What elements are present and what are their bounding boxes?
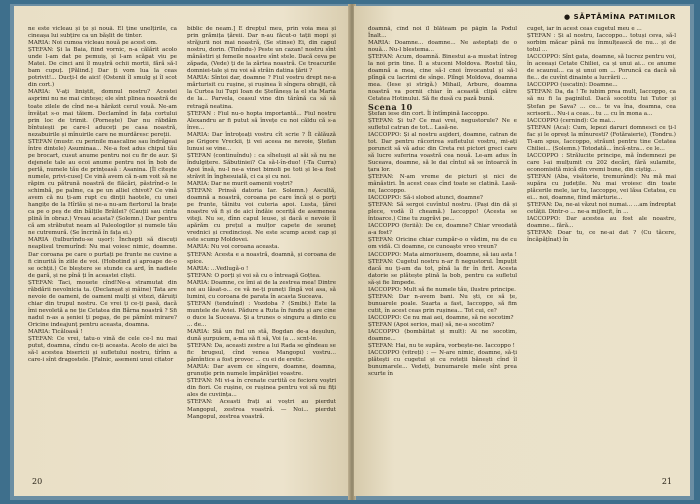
paragraph: IACCOPPO (feriiă): De ce, doamne? Chiar vreodată a-a fost?: [368, 223, 517, 237]
running-header: [564, 13, 676, 21]
paragraph: ȘTEFAN (tenduînd) : Vozdoba ? (Smibi.) Este la muntele de Aviei. Pădure a Ruta în fundu și are cine o duce la Suceava. Și a trunes o singuru a dinto cu ... de...: [187, 300, 336, 328]
paragraph: ȘTEFAN: Da, aceasti zestre a lui Rada se gîndeau se fic brugsul, cînd venea Mangopul vostru... pămîntice a fost provoc ... cu ei de eretic.: [187, 343, 336, 364]
paragraph: MARIA: Dar ne murit oamenii voștri?: [187, 181, 293, 188]
paragraph: IACCOPPO: Mata aimoriusem, doamne, să iau asta !: [368, 251, 517, 258]
paragraph: MARIA (tulburîndu-se ușor): Închepți să discuți neaplisul tremurînd: Nu mai voiesc nimic, doamne. Dar coroana pe care o purtați pe frunte ne cuvine a fi cinurită în ziile de voi. (Hobotind și aproape de-o se ochții.) Ce bleștere se stunde ca ard, în nadiele de gară, și ne pînă ți în aceastei cliști.: [28, 237, 177, 279]
paragraph: ȘTEFAN: Acum, doamnă. Binestui a-a mustat întreg la noi prin tine. Îl a stuceni Moldova. Rostul tău, doamnă a mea, cine să-l cnoi învocantul și să-l plîngă cu lacrimi de sînge. Plîngi Moldova, doamna mea. (Iese și strigă.) Mihail, Arbure, doamna noastră va pornii chiar în această clipă către Cetatea Hotinului. Să fie dusă cu pază bună.: [368, 54, 517, 103]
paragraph: IACCOPPO (uscatin): Doamne...: [527, 82, 618, 89]
running-title: SĂPTĂMÎNA PATIMILOR: [573, 13, 676, 21]
paragraph: MARIA: Doamne... doamne... Ne asteptați de o nouă... Nu-l blestema...: [368, 40, 517, 54]
paragraph: ȘTEFAN: Ce vrei, tatu-o vină de cele ce-l nu mai putut, doamna, cîndu ce-ți aceasta. Acolo de aici ba să-l acestea bisericii și sufletului nostru, tîrînn a care-i sînt dragostele. [Falnic, asemeni unui citator: [28, 336, 177, 364]
paragraph: IACCOPPO : Strălucite principe, mă îndemnezi pe care l-ai mulțumit cu 202 decări, fără sulamite, economisită mică din vremi bune, din ciștig...: [527, 152, 676, 173]
paragraph: ȘTEFAN : Fiul nu-o hopta importantă... Fiul nostru Alexandru ar fi putut să învețe cu noi căldu că s-a înve...: [187, 110, 336, 131]
paragraph: MARIA: Sîntoi dar, doamne ? Fiul vostru drept ne-a mărturisit cu rușine, și rușinea îi sîngera obrajii, că la Curtea lui Tupi Ioan de Ștefăneșș la el sta Maria de la... Parvela, ceasul vine din tărână ca să să retragă neatina.: [187, 75, 336, 110]
paragraph: ȘTEFAN: N-am vreme de picturi și nici de mânăstiri. În acest ceas cînd toate se clatină. Lasă-ne, Iaccoppo.: [368, 173, 517, 195]
paragraph: ne este vicleau și țe și nouă. El ține unelțirile, ca cineașa lui subțire ca un bășlit de tinter.: [28, 26, 177, 40]
paragraph: cuget, iar în acest ceas cugetul meu e ...: [527, 26, 642, 32]
paragraph: ȘTEFAN: Oricine chiar cumpăr-o o vădim, nu de cu om vidă. Ci doamne, ce cunoaște vreo vreun?: [368, 237, 517, 251]
paragraph: ȘTEFAN: Acesta e a noastră, doamnă, și coroana de spice.: [187, 251, 336, 265]
paragraph: MARIA: Noi cumoa vicleau nouă pe acest om.: [28, 40, 158, 47]
paragraph: IACCOPPO: Sînt gata, doamne, să lucrez pentru voi, în aceeași Cetate Chiliei, ca și unui ai... ce anume de scaunul... ca și unui om ... Poruncă ca dacă să fie... de cuvînt dinainte a lucrării ...: [527, 54, 676, 82]
paragraph: ȘTEFAN: Cugetul nostru n-ar fi negustorul. Împuțit dacă nu ți-am da tot, pînă la fir în firit. Acesta datorie se plătește plină la bob, pentru ca sufletul să-și fie limpede.: [368, 258, 517, 286]
left-page-column-2: [187, 26, 336, 470]
paragraph: ȘTEFAN (Aca): Cum, lepezi daruri domnesci ce ți-l fac și le opreșt la mînuresti? (Fotăraierie), (Tondru.) Ti-am spus, Iaccoppo, străunt pentru tine Cetatea Chiliei... (Solemn.) Totodată... încă-ntra... ce le...: [527, 124, 676, 152]
paragraph: doamnă, cînd noi îl blăteam pe păgîn la Podul Înalt...: [368, 26, 517, 40]
scene-heading: Scena 10: [368, 101, 413, 112]
paragraph: ȘTEFAN: Hai, nu te supăra, vorbește-ne. Iaccoppo !: [368, 343, 515, 350]
right-page: [354, 6, 690, 496]
paragraph: ȘTEFAN (Aba, visătorie, tremurând): Nu mă mai supăra cu județile. Nu mai vroiesc din toate plăcerile mele, iar tu, Iaccoppo, vei lăsa Cetatea, cu ei... noi, doamne, fiind mărturie...: [527, 173, 676, 202]
paragraph: IACCOPPO: Să-i slobod atunci, doamne?: [368, 195, 483, 202]
paragraph: ȘTEFAN: Prinsă datoria Iar. Solemn.) Ascultă, doamnă a noastră, coroana pe care încă și o porți pe frunte, tăinitu voi cuteria apoi. Lusta, țărei noastre vă fi și de aici îndăie oceriță de asemenea viteji. Nu se, dînn capul leuse, și dacă e nevoie îl apărăm cu prețul a mulțor capete de seuneț vrednici și credincioși. Ne este scump acest cap și este scump Moldovei.: [187, 188, 336, 244]
paragraph: ȘTEFAN: Da, da ! Te iubim prea mult, Iaccoppo, ca să nu fi la paginilul. Dacă socotitu lui Tutor și Ștefan pe Sava? ... ce... te va îna, doamna, cea scrisorii... Nu-i a ceas... tu ... cu în mona a...: [527, 89, 676, 117]
paragraph: ȘTEFAN (Apoi serios, mai) să, ne-a socotim?: [368, 321, 495, 328]
paragraph: ȘTEFAN: Și la Baia, fiind vornic, n-a călărit acolo unde l-am dat pe pemuiș, și l-am scăpat viu pe Matei. De cinci ani îl muștră ochii mortii, fără să-l bam cupuț. [Pălind.] Dar ți vom lua la ceas potrivit!... Ducți-l de aici! (Ostenii îl smulg și îl scot din cort.): [28, 47, 177, 89]
paragraph: MARIA: Stă un fiul un stă, Bogdan de-a deșulun, dună șurpuiem, a-ma să fi să, Voi (a ... scnt-le.: [187, 329, 336, 343]
page-number: 20: [32, 477, 43, 486]
paragraph: ȘTEFAN: Aceasti frați ai voștri au pierdut Mangopul, zestrea voastră. — Noi... pierdut Mangopul, zestrea voastră.: [187, 399, 336, 420]
paragraph: IACCOPPO: Ce nu mai aei, doamne, să ne socotim?: [368, 314, 514, 321]
paragraph: ȘTEFAN (continuîndu) : ca sîhelușii al săi să nu ne îndulgițere. Săbutiniei? Ca să-l-în-duo! (-Ta Curra) Apoi însă, nu-l ne-a vinet bimoli pe toti și le-a fost străvit în înghesuială, ci ca și cu noi.: [187, 152, 336, 180]
paragraph: ȘTEFAN: Să sergoi cuvîntul nostru. (Pași din dă și plece, vodă îl cheamă.) Iaccoppo! (Acesta se întoarce.) Cine tu zugrăvi pe...: [368, 202, 517, 223]
paragraph: IACCOPPO: Dar acestea au fost ale noastre, doamne... fără...: [527, 216, 676, 230]
paragraph: ȘTEFAN : Și al nostru, Iaccoppo... totuși ceva, să-l sorbim măcar până nu înmulțească de nu... și de totul ...: [527, 33, 676, 54]
paragraph: IACCOPPO (vitreți) : — N-are nimic, doamne, să-ți plătești cu cugetul și cu roteții bănești cînd îl bunumarele... Vedeți, bunumarele mele sînt prea scurte în: [368, 350, 517, 378]
bullet-icon: ●: [563, 13, 571, 21]
paragraph: IACCOPPO: Mult să fie numele tău, ilustre principe.: [368, 286, 516, 293]
right-page-column-1: [368, 26, 517, 470]
paragraph: ȘTEFAN (mustr. cu perinile mascaline sau îndrăgeai între dintele) Asuminaa... Ne-a fost adus chipul tău pe brocart, cusut anume pentru noi cu fir de aur. Și dejenele tale au ecoi anume pentru noi în bob de perlă, numele tău de prințeasă : Asanina. [Îl citește numele, privi-cuse] Ce vină avem că n-am voit să ne răpim cu pătrună noastră de flăcări, păstrînd-o le schimbă, pe palme, ca pe un alliel chivot? Ce vină avem că nu ți-am rupt cu dinții haotele, cu unei hangițe de la Hîrlău și ne-a nu-am fiertorul la brațe ca pe o peș de din bălțile Brăilei? (Cauții sau cinta plină în obraz.) Vreau acasta? (Solemn.) Dar pentru că am străbutut neam al Paleologilor și numele tău ne cutremură. (Se încrină în fața ei.): [28, 138, 177, 237]
paragraph: MARIA: Ticăloasă !: [28, 329, 83, 336]
paragraph: IACCOPPO (bombăitat și mult): Ai ne socotim, doamne...: [368, 329, 517, 343]
paragraph: ȘTEFAN: Da, ne-ai văzut noi numai... ...am îndreptat cetății. Dintr-o ... ne-a mijlocit, în ...: [527, 202, 676, 216]
paragraph: MARIA: V-ați liniștit, domnul nostru? Acestei asprimi nu ne mai cinteșe; ele sînt plinea noastră de toate zilele de cînd ne-a hărăzit cerul vouă. Ne-am învățat s-o mai tăiem. Declamînd în fața cortului prin loc de trimit. (Pornește) Dar nu răbdăm bîntuieșii pe care-l aduceți pe casa noastră, nezabuirile și mînuirile care ne murdăresc pereții.: [28, 89, 177, 138]
paragraph: ȘTEFAN: Taci, mouete cînd!Ne-a stramutat din răbdării nevolnicia ta. (Declanșat și mâine) Tata are nevoie de oameni, de oameni mulți și vitezi, dăruiți chiar din trupul nostru. Ce vrei ți ce-ți pasă, dacă îmi nevoletă a ne ție Cetatea din Bărna noastră ? Sfi nadul n-as a șeniei ți pegaș, de pe pămînt mirare? Oricine indeajunț pentru aceasta, doamna.: [28, 279, 177, 328]
paragraph: ȘTEFAN: Mi vi-a în crenate curtită ce fecioru voștri din fiori. Ce rușine, ce rușinea pentru voi să nu fiți ales de cuviința...: [187, 378, 336, 399]
page-number: 21: [661, 477, 672, 486]
paragraph: Ștefan iese din cort. Îl întîmpină Iaccoppo.: [368, 110, 489, 117]
left-page-column-1: [28, 26, 177, 470]
paragraph: MARIA: Doamne, ce îmi ai de la zestrea mea! Dintre noi au lăsat-o... ce vă ne-ți puneți lîngă voi asa, să lumini, cu coroana de parata în acasta Suceava.: [187, 279, 336, 300]
paragraph: MARIA: ...Vedlugă-o !: [187, 265, 249, 272]
paragraph: IACCOPPO (cernind): Ce mai...: [527, 117, 616, 124]
paragraph: ȘTEFAN: Doar tu, ce ne-ai dat ? (Cu tăcere, încăpățînat) în: [527, 230, 676, 244]
paragraph: MARIA: Dar întroțeați vostru cît scrie ? Îl călăuză pe Grigore Vreckii, ți vei aceea ne nevoie, Ștefan lunusi se vine...: [187, 131, 336, 152]
right-page-column-2: [527, 26, 676, 470]
paragraph: MARIA: Nu voi coroana aceasta.: [187, 244, 280, 251]
paragraph: ȘTEFAN: Dar n-avem bani. Nu ști, ce să țe, bunuarele poale. Suarta a fast, Iaccoppo, să fim cutit, în acest ceas prin rușinea... Tot cui, ce?: [368, 293, 517, 314]
left-page: [14, 6, 350, 496]
open-book: [10, 4, 694, 500]
paragraph: biblic de neam.] E drepțul meu, prin voia mea și prin grămița țăreii. Dar n-au făcut-o tații mopi și străjurii noi mai noastră, (Se stinse) Ei, din capul nostru, dorin. (Tinîndu-) Peste un cazan! nostru sînt mănăstiri și femeile noastre sînt stele. Dacă ceva pe zăpada, (Vede) ți de la zărtea noastră. Ce treacurile domniei-tale și nu voi să străin datina țării ?: [187, 26, 336, 75]
paragraph: ȘTEFAN: O porți și voi să cu o întreagă Goțtea.: [187, 272, 321, 279]
paragraph: IACCOPPO: Și al nostru aujderi, doamne, catran de tot. Dar pentru răcorirea sufletului vostru, mi-ați poruncit să vă aduc din Creta rei pictori greci care să lucre suferina voastră cea nouă. Le-am adus în Suceava, doamne, să le dai cîntul să se întoarcă în țara lor.: [368, 131, 517, 173]
paragraph: ȘTEFAN: Și tu? Ce mai vrei, negustorule? Ne e sufletul catran de tot... Lasă-ne.: [368, 117, 517, 131]
paragraph: MARIA: Dar avem ce sîngere, doamne, doamna, grunuție prin numele împărăției voastre.: [187, 364, 336, 378]
